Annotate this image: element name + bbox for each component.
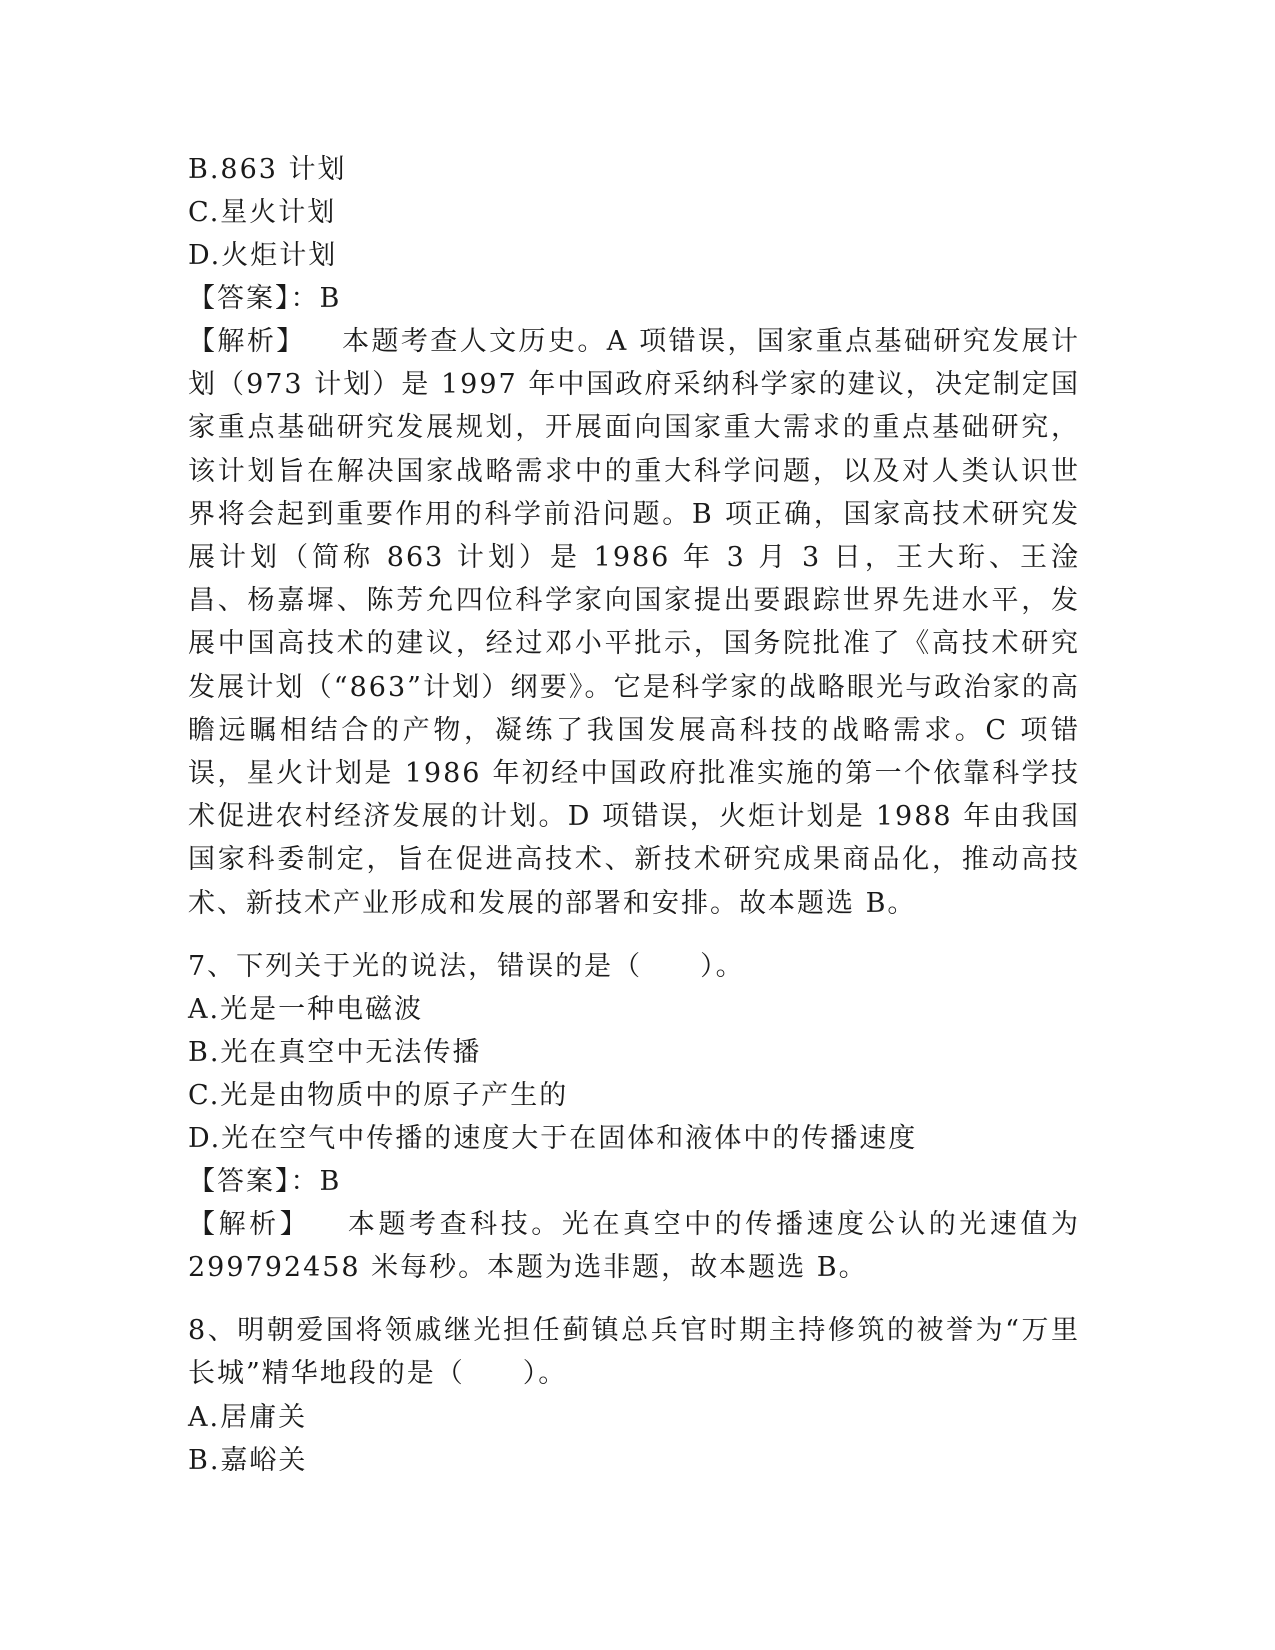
q6-option-b: B.863 计划	[188, 154, 347, 185]
question-8-block	[188, 1309, 1088, 1481]
q6-answer-label: 【答案】	[188, 283, 291, 314]
q7-answer-line	[188, 1160, 1088, 1203]
question-7-block	[188, 945, 1088, 1289]
q8-option-a: A.居庸关	[188, 1401, 308, 1433]
q7-option-d: D.光在空气中传播的速度大于在固体和液体中的传播速度	[188, 1122, 918, 1154]
question-6-block	[188, 148, 1088, 925]
q7-option-b: B.光在真空中无法传播	[188, 1036, 482, 1068]
q6-analysis-text: 本题考查人文历史。A 项错误，国家重点基础研究发展计划（973 计划）是 1997 年中国政府采纳科学家的建议，决定制定国家重点基础研究发展规划，开展面向国家重大需求的重点基础研究，该计划旨在解决国家战略需求中的重大科学问题，以及对人类认识世界将会起到重要作用的科学前沿问题。B 项正确，国家高技术研究发展计划（简称 863 计划）是 1986 年 3 月 3 日，王大珩、王淦昌、杨嘉墀、陈芳允四位科学家向国家提出要跟踪世界先进水平，发展中国高技术的建议，经过邓小平批示，国务院批准了《高技术研究发展计划（“863”计划）纲要》。它是科学家的战略眼光与政治家的高瞻远瞩相结合的产物，凝练了我国发展高科技的战略需求。C 项错误，星火计划是 1986 年初经中国政府批准实施的第一个依靠科学技术促进农村经济发展的计划。D 项错误，火炬计划是 1988 年由我国国家科委制定，旨在促进高技术、新技术研究成果商品化，推动高技术、新技术产业形成和发展的部署和安排。故本题选 B。	[188, 326, 1081, 919]
q7-analysis-text: 本题考查科技。光在真空中的传播速度公认的光速值为 299792458 米每秒。本题为选非题，故本题选 B。	[188, 1208, 1081, 1284]
q7-answer-label: 【答案】	[188, 1165, 291, 1197]
q7-analysis-label: 【解析】	[188, 1208, 311, 1240]
q6-answer-line	[188, 277, 1088, 320]
q6-answer-separator: ：	[290, 283, 320, 314]
q6-analysis-label: 【解析】	[188, 326, 306, 357]
q8-question: 8、明朝爱国将领戚继光担任蓟镇总兵官时期主持修筑的被誉为“万里长城”精华地段的是（ ）。	[188, 1315, 1080, 1390]
q8-option-b: B.嘉峪关	[188, 1444, 308, 1476]
q7-analysis	[188, 1203, 1080, 1289]
q7-option-a: A.光是一种电磁波	[188, 993, 424, 1025]
q7-answer-separator: ：	[290, 1165, 320, 1197]
q6-analysis	[188, 320, 1080, 925]
q6-option-c: C.星火计划	[188, 197, 337, 228]
q6-answer-value: B	[319, 283, 342, 314]
q6-option-d: D.火炬计划	[188, 240, 338, 271]
q7-answer-value: B	[319, 1165, 342, 1197]
q7-question: 7、下列关于光的说法，错误的是（ ）。	[188, 950, 745, 982]
q7-option-c: C.光是由物质中的原子产生的	[188, 1079, 569, 1111]
document-content	[188, 148, 1088, 1482]
